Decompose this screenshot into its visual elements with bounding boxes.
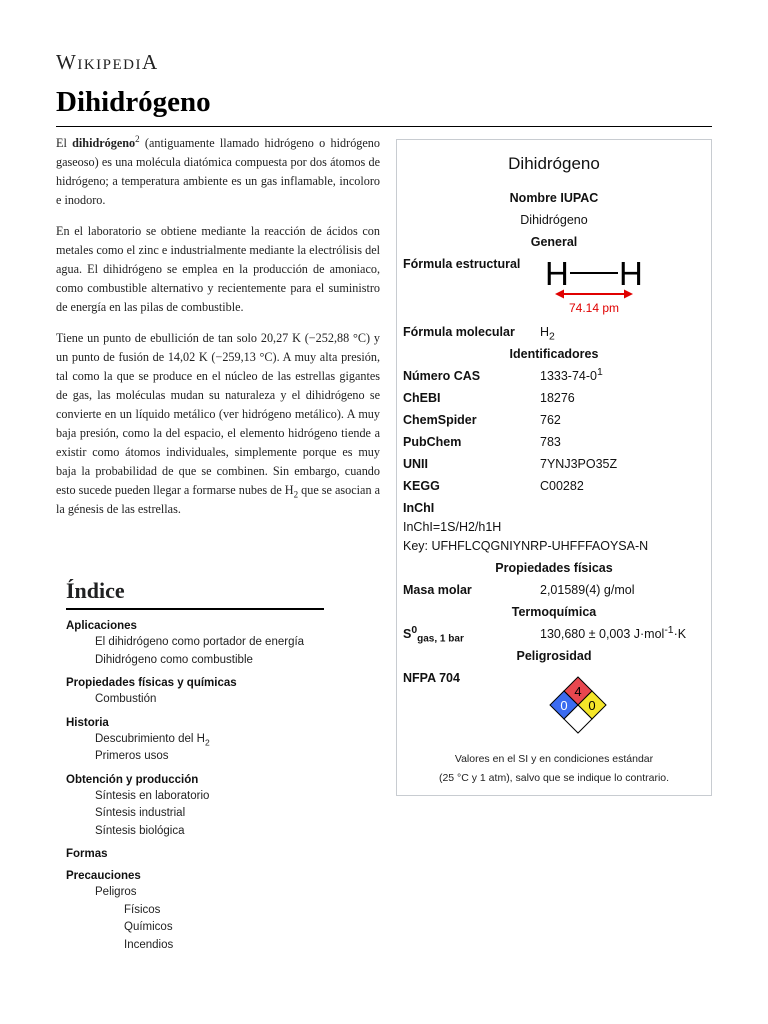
intro-lead: El [56, 136, 73, 150]
toc-item-sintesis-biologica[interactable]: Síntesis biológica [95, 824, 185, 837]
title-divider [56, 126, 712, 127]
unii-label[interactable]: UNII [403, 457, 428, 471]
bond-length-label: 74.14 pm [568, 301, 620, 315]
intro-p3-text: Tiene un punto de ebullición de tan solo 20,27 K (−252,88 °C) y un punto de fusión de 14,02 K (−259,13 °C). A muy alta presión, tal como la que se produce en el núcleo de las estrellas gigantes de gas, las moléculas mudan su naturaleza y el dihidrógeno se convierte en un líquido metálico (ver hidrógeno metálico). A muy baja presión, como la del espacio, el elemento hidrógeno tiende a existir como átomos individuales, simplemente porque es muy baja la probabilidad de que se combinen. Sin embargo, cuando esto sucede pueden llegar a formarse nubes de H [56, 331, 380, 497]
toc-item-combustible[interactable]: Dihidrógeno como combustible [95, 653, 253, 666]
entropy-label[interactable] [403, 624, 464, 645]
subscript: 2 [293, 489, 299, 500]
wikipedia-logo[interactable]: WikipediA [56, 50, 159, 74]
toc-item-incendios[interactable]: Incendios [124, 938, 174, 951]
toc-item-fisicos[interactable]: Físicos [124, 903, 161, 916]
intro-paragraph-3 [56, 329, 380, 519]
toc-item-descubrimiento[interactable] [66, 731, 326, 749]
article-intro [56, 134, 380, 531]
molar-mass-label[interactable]: Masa molar [403, 583, 472, 597]
structural-formula-diagram [541, 252, 651, 320]
nfpa-label[interactable]: NFPA 704 [403, 671, 460, 685]
toc-item-quimicos[interactable]: Químicos [124, 921, 173, 933]
general-header: General [530, 235, 578, 249]
cas-label[interactable]: Número CAS [403, 369, 481, 383]
subscript: 2 [549, 331, 555, 343]
intro-rest: (antiguamente llamado hidrógeno o hidrógeno gaseoso) es una molécula diatómica compuesta por dos átomos de hidrógeno; a temperatura ambiente es un gas inflamable, incoloro e inodoro. [56, 136, 380, 207]
toc-item-peligros[interactable]: Peligros [95, 886, 137, 898]
toc-item-formas[interactable]: Formas [66, 848, 108, 860]
cas-value[interactable] [540, 366, 603, 383]
toc-item-portador-energia[interactable]: El dihidrógeno como portador de energía [95, 636, 305, 648]
chebi-label[interactable]: ChEBI [403, 391, 441, 405]
molecular-formula-label: Fórmula molecular [403, 325, 515, 339]
toc-item-propiedades[interactable]: Propiedades físicas y químicas [66, 677, 237, 689]
nfpa-704-diamond[interactable] [523, 676, 613, 736]
toc-item-combustion[interactable]: Combustión [95, 693, 157, 705]
toc-title: Índice [66, 578, 125, 603]
hydrogen-atom-right: H [619, 255, 643, 292]
intro-paragraph-2: En el laboratorio se obtiene mediante la reacción de ácidos con metales como el zinc e industrialmente mediante la electrólisis del agua. El dihidrógeno se emplea en la producción de amoniaco, como combustible alternativo y recientemente para el suministro de energía en las pilas de combustible. [56, 224, 380, 314]
intro-paragraph-1 [56, 134, 380, 210]
reference-link[interactable]: 2 [135, 133, 140, 144]
pubchem-value[interactable]: 783 [540, 435, 561, 449]
molecular-formula-value [540, 325, 555, 343]
infobox-title: Dihidrógeno [508, 154, 600, 173]
infobox-footnote-2: (25 °C y 1 atm), salvo que se indique lo contrario. [438, 772, 670, 784]
page-title: Dihidrógeno [56, 86, 211, 118]
toc-item-sintesis-laboratorio[interactable]: Síntesis en laboratorio [95, 789, 210, 802]
structural-formula-label: Fórmula estructural [403, 257, 521, 271]
toc-item-primeros-usos[interactable]: Primeros usos [95, 750, 169, 762]
superscript: -1 [664, 624, 674, 636]
kegg-value[interactable]: C00282 [540, 479, 584, 493]
chemspider-value[interactable]: 762 [540, 413, 561, 427]
infobox [396, 139, 712, 796]
infobox-footnote-1: Valores en el SI y en condiciones estándar [454, 753, 654, 765]
nfpa-flammability-value: 4 [574, 684, 582, 699]
iupac-header: Nombre IUPAC [509, 191, 599, 205]
subscript: gas, 1 bar [417, 633, 464, 645]
kegg-label[interactable]: KEGG [403, 479, 440, 493]
toc-item-aplicaciones[interactable]: Aplicaciones [66, 620, 137, 632]
toc-divider [66, 608, 324, 610]
toc-item-obtencion[interactable]: Obtención y producción [66, 773, 199, 786]
pubchem-label[interactable]: PubChem [403, 435, 462, 449]
chemspider-label[interactable]: ChemSpider [403, 413, 477, 427]
toc-descubrimiento-text: Descubrimiento del H [95, 732, 205, 745]
reference-link[interactable]: 1 [597, 366, 603, 378]
hydrogen-atom-left: H [545, 255, 569, 292]
inchi-key: Key: UFHFLCQGNIYNRP-UHFFFAOYSA-N [403, 539, 649, 553]
iupac-value: Dihidrógeno [520, 213, 588, 227]
intro-p3-end: que se asocian a la génesis de las estrellas. [56, 483, 380, 516]
entropy-number: 130,680 ± 0,003 J·mol [540, 627, 665, 641]
superscript: 0 [411, 624, 418, 636]
nfpa-health-value: 0 [560, 698, 568, 713]
subscript: 2 [204, 736, 210, 747]
nfpa-instability-value: 0 [588, 698, 596, 713]
physical-properties-header: Propiedades físicas [495, 561, 613, 575]
inchi-label[interactable]: InChI [403, 501, 435, 515]
identifiers-header: Identificadores [509, 347, 599, 361]
toc-item-precauciones[interactable]: Precauciones [66, 870, 141, 882]
unii-value[interactable]: 7YNJ3PO35Z [540, 457, 618, 471]
hazard-header: Peligrosidad [516, 649, 592, 663]
thermochemistry-header: Termoquímica [511, 605, 597, 619]
entropy-value [540, 624, 687, 641]
cas-number[interactable]: 1333-74-0 [540, 369, 597, 383]
toc-item-historia[interactable]: Historia [66, 716, 109, 729]
formula-symbol: H [540, 325, 550, 339]
inchi-value: InChI=1S/H2/h1H [403, 520, 502, 534]
chebi-value[interactable]: 18276 [540, 391, 575, 405]
intro-term: dihidrógeno [72, 136, 136, 150]
entropy-symbol: S [403, 627, 412, 641]
table-of-contents [66, 578, 326, 960]
toc-item-sintesis-industrial[interactable]: Síntesis industrial [95, 807, 186, 819]
molar-mass-value: 2,01589(4) g/mol [540, 583, 635, 597]
entropy-unit: ·K [673, 627, 687, 641]
